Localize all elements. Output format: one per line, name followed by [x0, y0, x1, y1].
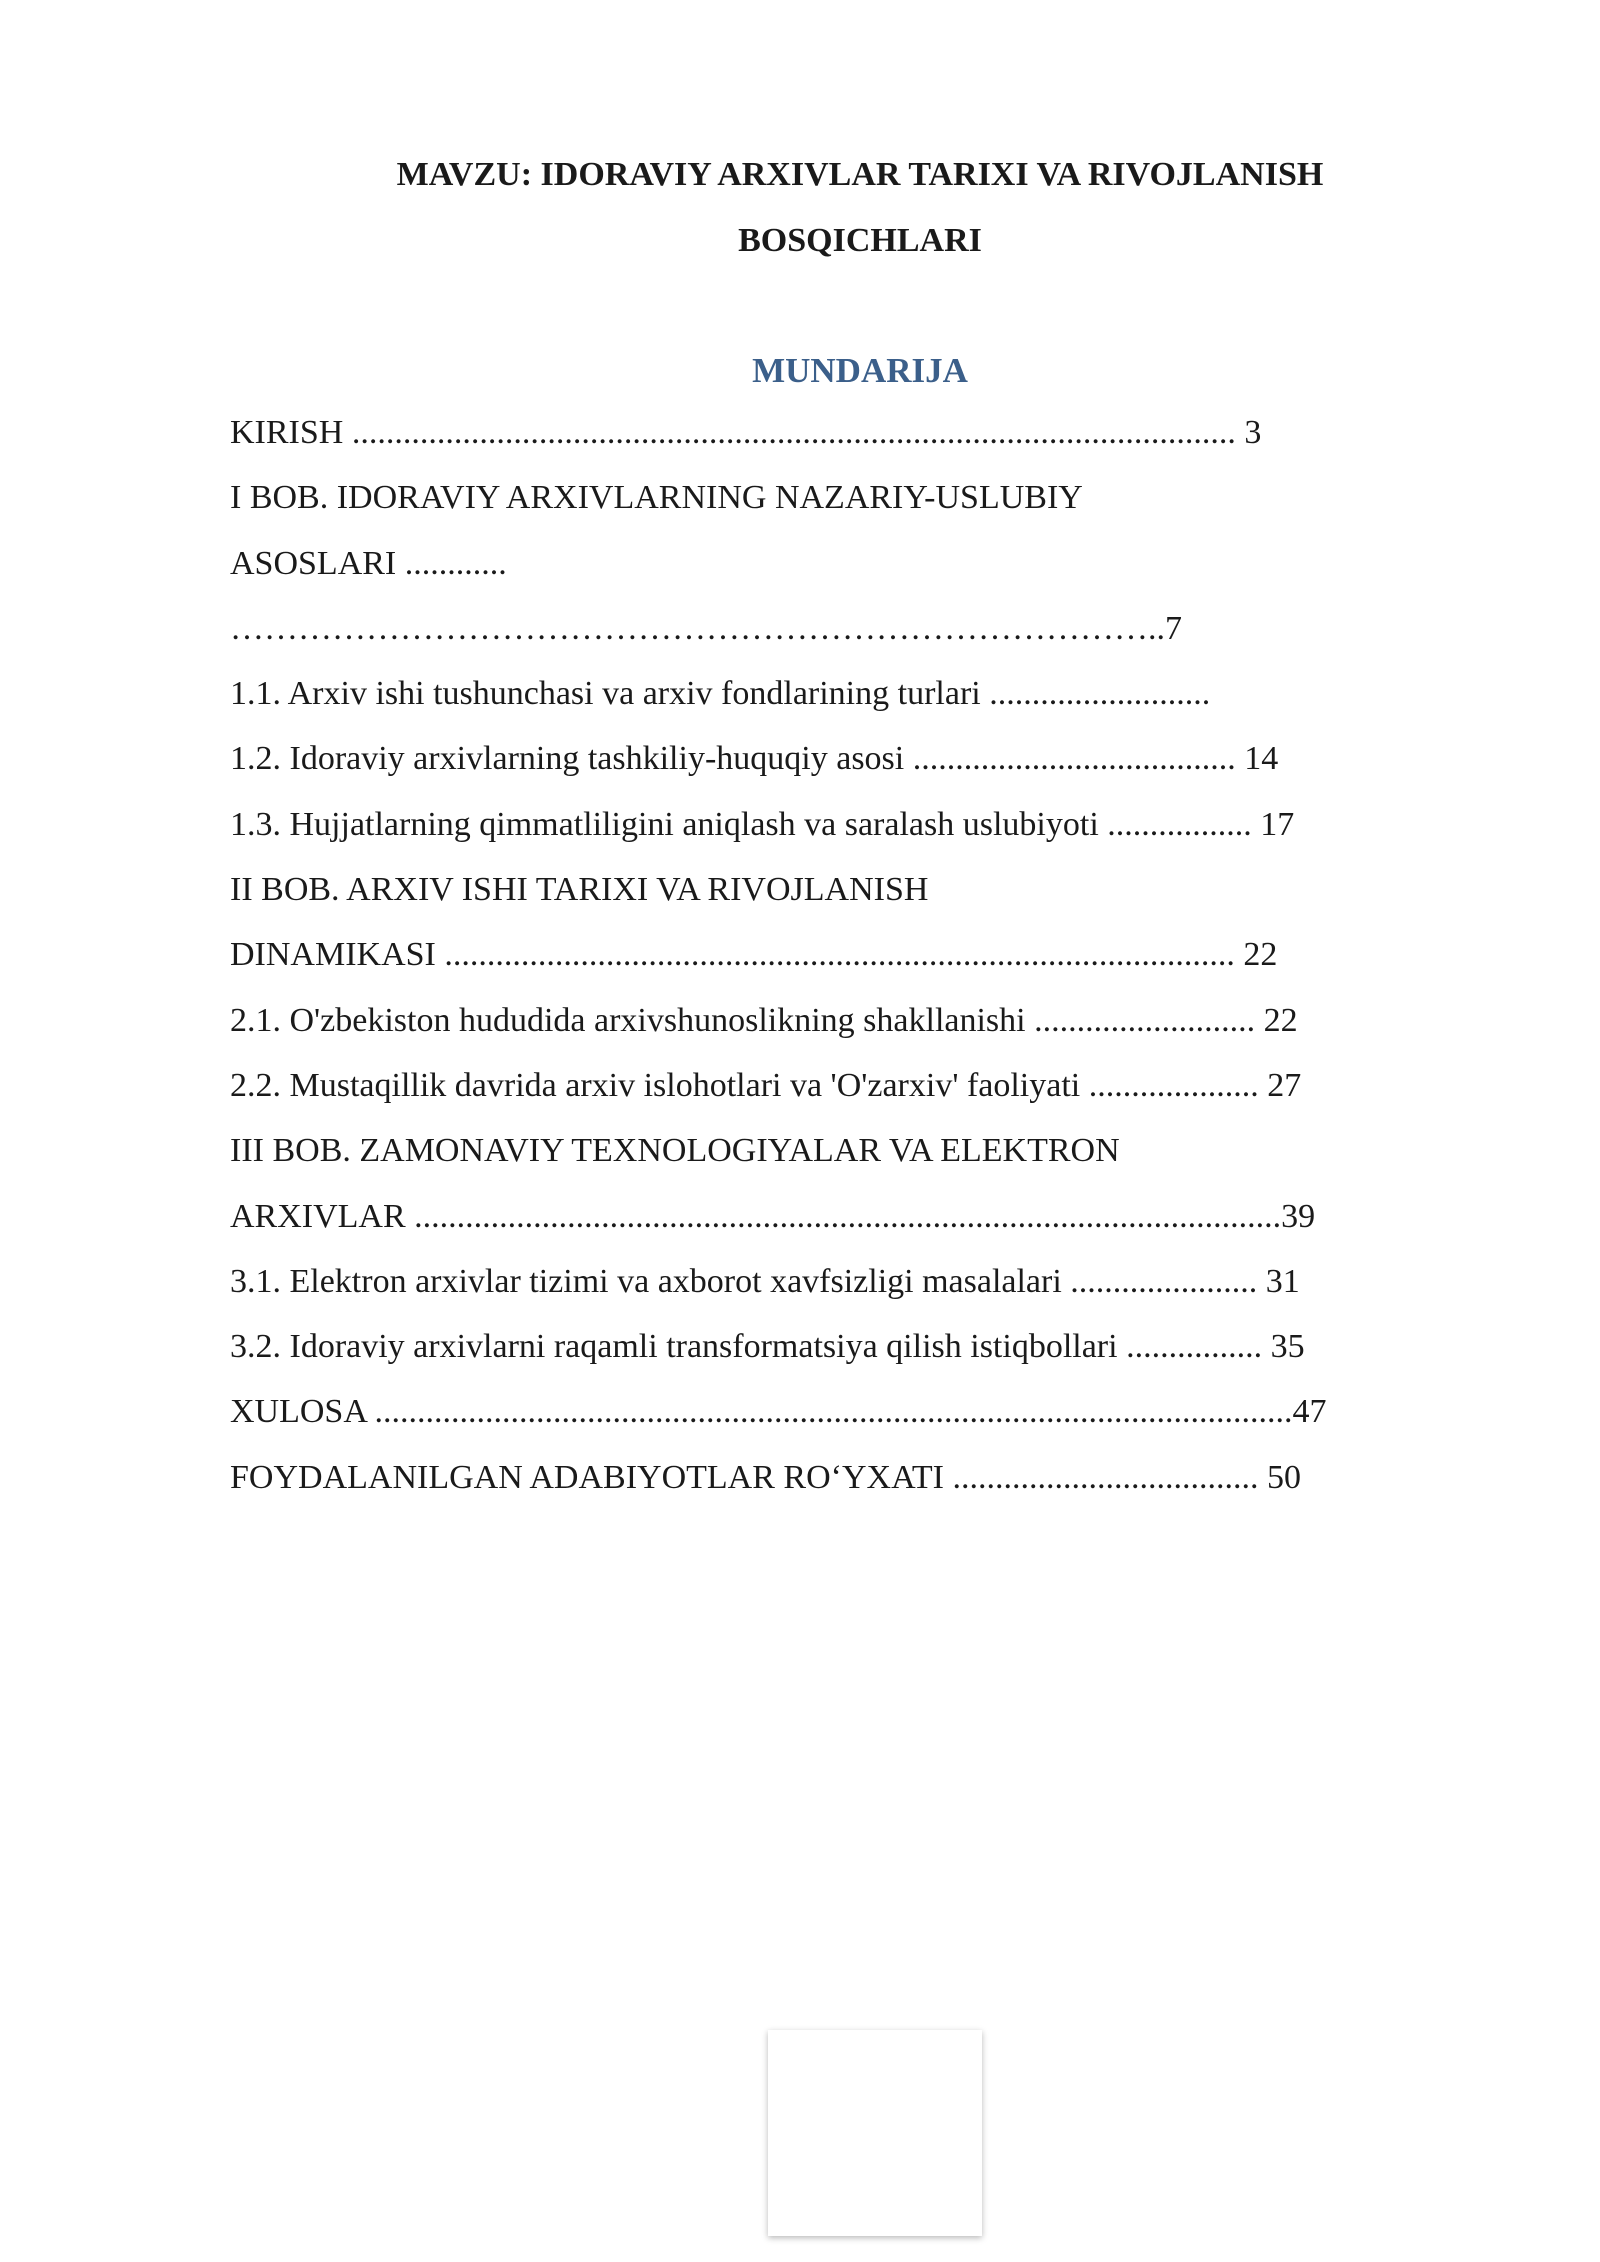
- toc-entry-chapter-1-title: I BOB. IDORAVIY ARXIVLARNING NAZARIY-USLUBIY: [230, 479, 1083, 517]
- toc-entry-xulosa: XULOSA ............................................................................................................47: [230, 1393, 1327, 1431]
- toc-entry-chapter-1-leader: ………………………………………………………………………..7: [230, 609, 1182, 647]
- toc-entry-section-1-3: 1.3. Hujjatlarning qimmatliligini aniqlash va saralash uslubiyoti ................. 17: [230, 805, 1295, 843]
- table-of-contents: [230, 416, 1510, 1526]
- footer-blank-box: [768, 2030, 982, 2236]
- toc-entry-section-1-2: 1.2. Idoraviy arxivlarning tashkiliy-huquqiy asosi ...................................... 14: [230, 740, 1279, 778]
- toc-entry-bibliography: FOYDALANILGAN ADABIYOTLAR RO‘YXATI .................................... 50: [230, 1458, 1301, 1496]
- toc-entry-section-2-2: 2.2. Mustaqillik davrida arxiv islohotlari va 'O'zarxiv' faoliyati .................... 27: [230, 1066, 1302, 1104]
- toc-entry-section-3-1: 3.1. Elektron arxivlar tizimi va axborot xavfsizligi masalalari ...................... 31: [230, 1262, 1300, 1300]
- toc-heading: MUNDARIJA: [752, 351, 968, 390]
- toc-entry-chapter-3-title-cont: ARXIVLAR ......................................................................................................39: [230, 1197, 1316, 1235]
- toc-entry-chapter-1-title-cont: ASOSLARI ............: [230, 544, 507, 582]
- toc-entry-chapter-2-title-cont: DINAMIKASI ............................................................................................. 22: [230, 936, 1278, 974]
- toc-entry-section-3-2: 3.2. Idoraviy arxivlarni raqamli transformatsiya qilish istiqbollari ................ 35: [230, 1328, 1305, 1366]
- toc-entry-section-2-1: 2.1. O'zbekiston hududida arxivshunoslikning shakllanishi .......................... 22: [230, 1001, 1298, 1039]
- toc-entry-section-1-1: 1.1. Arxiv ishi tushunchasi va arxiv fondlarining turlari ..........................: [230, 675, 1211, 713]
- document-title-line-1: MAVZU: IDORAVIY ARXIVLAR TARIXI VA RIVOJLANISH: [396, 156, 1324, 193]
- document-title-line-2: BOSQICHLARI: [738, 222, 982, 259]
- toc-entry-chapter-3-title: III BOB. ZAMONAVIY TEXNOLOGIYALAR VA ELEKTRON: [230, 1132, 1120, 1170]
- toc-entry-kirish: KIRISH ........................................................................................................ 3: [230, 414, 1262, 451]
- toc-entry-chapter-2-title: II BOB. ARXIV ISHI TARIXI VA RIVOJLANISH: [230, 871, 929, 909]
